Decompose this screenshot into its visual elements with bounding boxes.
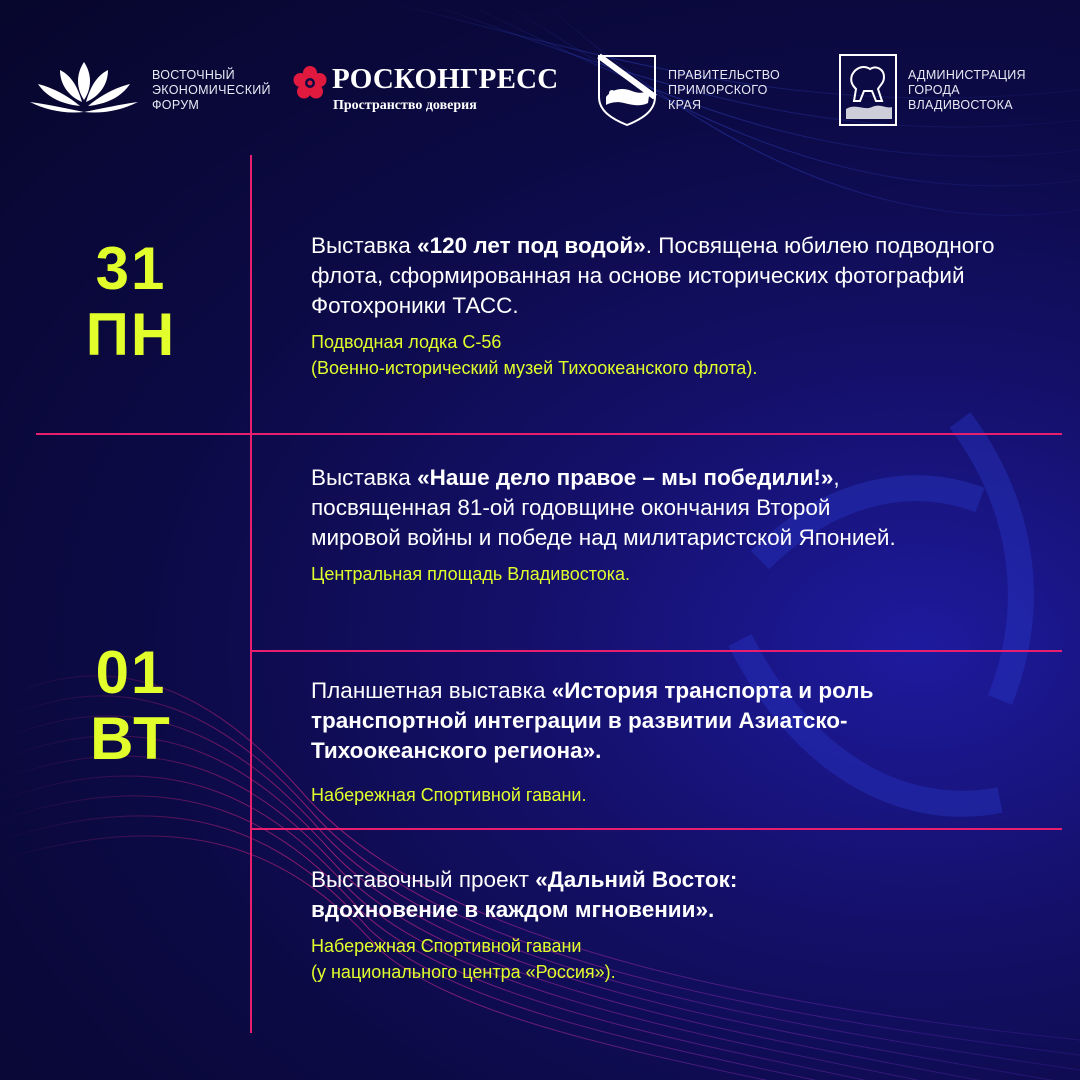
event-title: Планшетная выставка «История транспорта и роль транспортной интеграции в развитии Азиатско-Тихоокеанского региона». [311,678,874,763]
event-item [311,463,1031,587]
event-item [311,865,1031,985]
forum-name: ВОСТОЧНЫЙ ЭКОНОМИЧЕСКИЙ ФОРУМ [152,68,271,112]
vladivostok-coat-of-arms-icon [838,53,898,127]
event-divider [250,650,1062,652]
event-location: Центральная площадь Владивостока. [311,564,631,584]
eastern-economic-forum-logo [30,58,138,120]
event-title: Выставка «Наше дело правое – мы победили!», посвященная 81-ой годовщине окончания Второй мировой войны и победе над милитаристской Японией. [311,465,896,550]
date-number: 31 [95,235,167,302]
roscongress-title: РОСКОНГРЕСС [332,63,559,95]
event-location: Подводная лодка С-56 (Военно-исторический музей Тихоокеанского флота). [311,332,758,378]
date-weekday: ВТ [90,705,172,772]
event-name: «История транспорта и роль транспортной интеграции в развитии Азиатско-Тихоокеанского региона». [311,678,874,763]
event-location: Набережная Спортивной гавани (у национального центра «Россия»). [311,936,616,982]
primorsky-coat-of-arms-icon [596,53,658,127]
day-date [36,236,226,368]
event-title: Выставочный проект «Дальний Восток: вдохновение в каждом мгновении». [311,867,738,922]
vertical-divider [250,155,252,1033]
event-location: Набережная Спортивной гавани. [311,785,587,805]
roscongress-flower-icon [292,65,328,101]
date-number: 01 [95,639,167,706]
government-name: ПРАВИТЕЛЬСТВО ПРИМОРСКОГО КРАЯ [668,68,781,112]
event-name: «Дальний Восток: вдохновение в каждом мгновении». [311,867,738,922]
event-item [311,676,1031,808]
event-name: «Наше дело правое – мы победили!» [417,465,834,490]
event-divider [250,828,1062,830]
event-name: «120 лет под водой» [417,233,646,258]
event-item [311,231,1031,381]
administration-name: АДМИНИСТРАЦИЯ ГОРОДА ВЛАДИВОСТОКА [908,68,1026,112]
day-date [36,640,226,772]
date-weekday: ПН [85,301,177,368]
roscongress-subtitle: Пространство доверия [333,98,477,113]
event-title: Выставка «120 лет под водой». Посвящена юбилею подводного флота, сформированная на основе исторических фотографий Фотохроники ТАСС. [311,233,995,318]
day-divider [36,433,1062,435]
